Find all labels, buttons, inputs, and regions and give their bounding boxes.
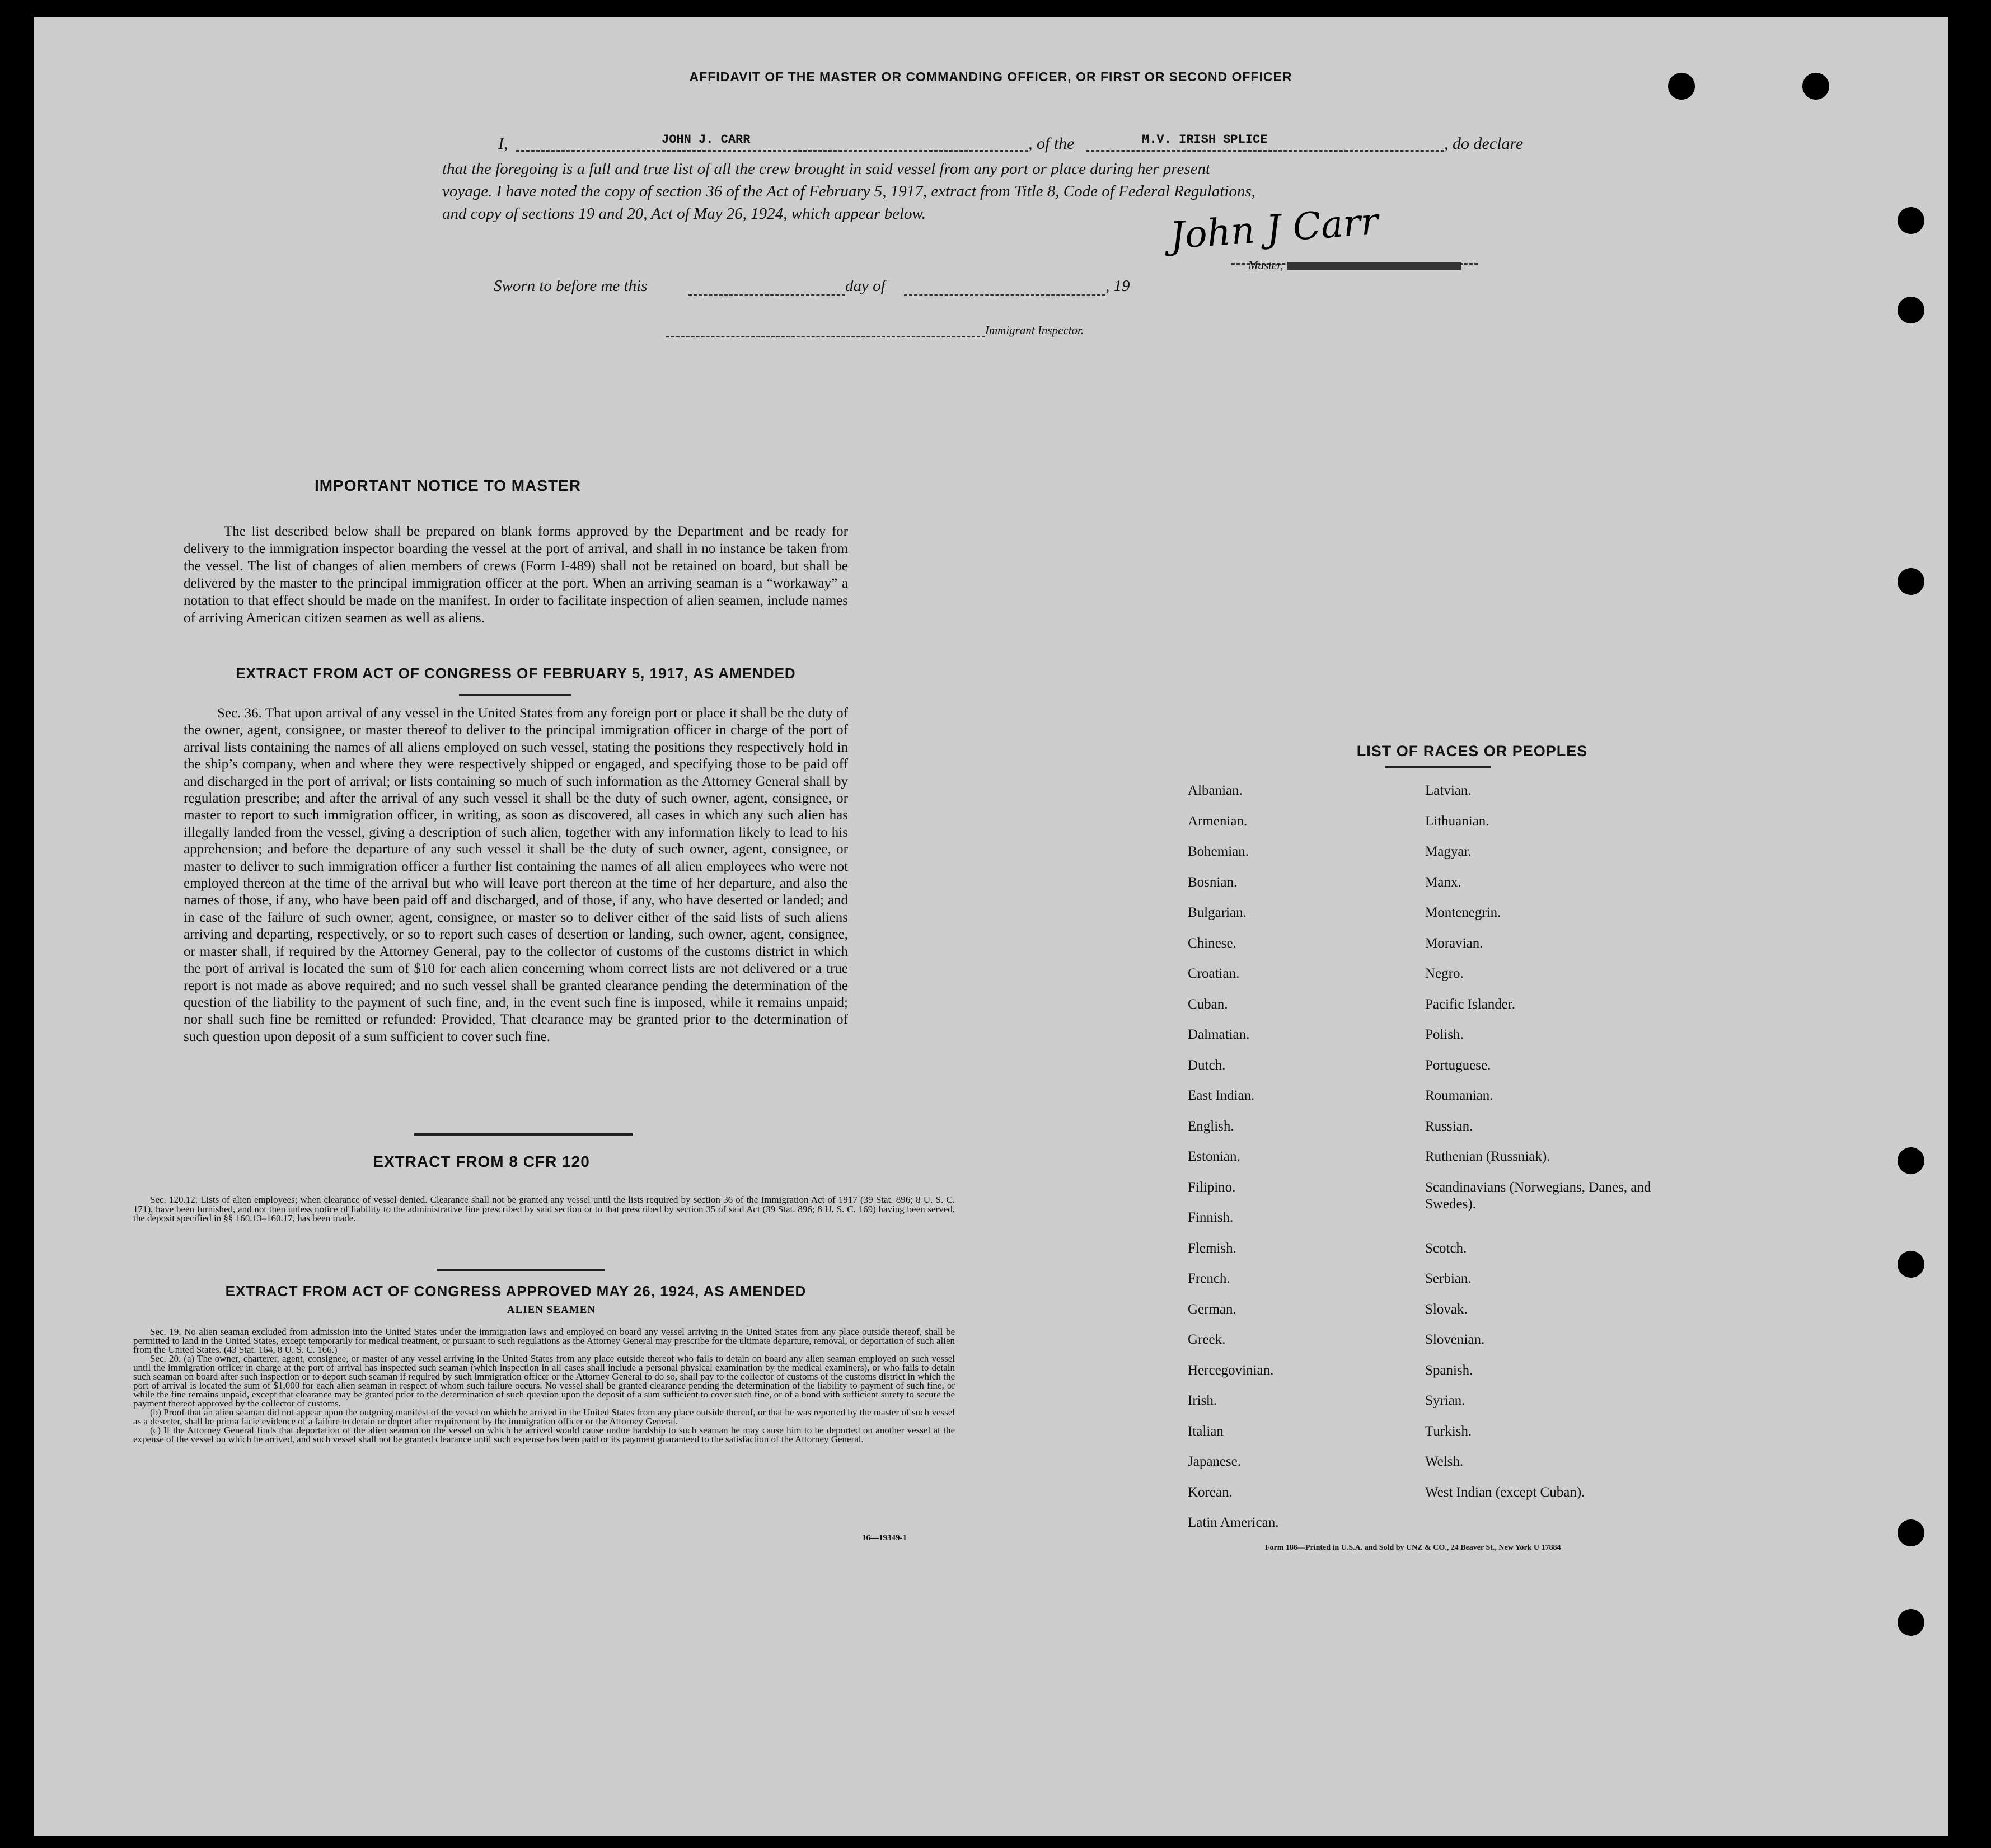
divider	[459, 694, 571, 696]
master-name: JOHN J. CARR	[662, 133, 751, 147]
race-item: Latvian.	[1425, 783, 1472, 798]
race-item: Moravian.	[1425, 935, 1483, 951]
sworn-label: Sworn to before me this	[494, 277, 648, 295]
race-item: Spanish.	[1425, 1362, 1473, 1378]
affidavit-line-2: that the foregoing is a full and true list of all the crew brought in said vessel from any port or place during her present	[442, 160, 1211, 178]
race-item: Italian	[1188, 1423, 1224, 1439]
race-item: Flemish.	[1188, 1240, 1236, 1256]
races-left-column	[1188, 782, 1378, 1545]
punch-hole	[1898, 297, 1924, 323]
punch-hole	[1898, 568, 1924, 595]
race-item: Ruthenian (Russniak).	[1425, 1149, 1550, 1164]
vessel-field	[1086, 132, 1444, 152]
divider	[1385, 766, 1491, 768]
race-item: Welsh.	[1425, 1454, 1464, 1469]
race-item: Greek.	[1188, 1332, 1226, 1347]
race-item: Negro.	[1425, 966, 1464, 981]
cfr-heading: EXTRACT FROM 8 CFR 120	[373, 1153, 590, 1170]
punch-hole	[1898, 1251, 1924, 1278]
race-item: Estonian.	[1188, 1149, 1240, 1164]
race-item: Roumanian.	[1425, 1088, 1493, 1103]
race-item: Bulgarian.	[1188, 905, 1247, 920]
race-item: Hercegovinian.	[1188, 1362, 1274, 1378]
race-item: Slovak.	[1425, 1301, 1468, 1317]
race-item: French.	[1188, 1271, 1230, 1286]
race-item: Croatian.	[1188, 966, 1240, 981]
race-item: German.	[1188, 1301, 1236, 1317]
master-signature: John J Carr	[1168, 200, 1380, 257]
do-declare-label: , do declare	[1444, 134, 1524, 153]
race-item: Dutch.	[1188, 1057, 1226, 1073]
inspector-signature-line	[666, 322, 985, 337]
punch-hole	[1898, 1147, 1924, 1174]
punch-hole	[1898, 207, 1924, 234]
extract-1917-heading: EXTRACT FROM ACT OF CONGRESS OF FEBRUARY 5, 1917, AS AMENDED	[236, 665, 796, 682]
race-item: Syrian.	[1425, 1393, 1465, 1408]
race-item: Portuguese.	[1425, 1057, 1491, 1073]
document-page	[34, 17, 1948, 1836]
master-label: Master,	[1248, 259, 1283, 272]
race-item: Irish.	[1188, 1393, 1217, 1408]
race-item: Manx.	[1425, 874, 1461, 890]
sworn-month-field	[904, 278, 1105, 296]
race-item: Armenian.	[1188, 813, 1248, 829]
day-of-label: day of	[845, 277, 886, 295]
race-item: Montenegrin.	[1425, 905, 1501, 920]
race-item: Polish.	[1425, 1027, 1464, 1042]
sworn-day-field	[688, 278, 845, 296]
race-item: Korean.	[1188, 1484, 1233, 1500]
race-item: East Indian.	[1188, 1088, 1255, 1103]
vessel-name: M.V. IRISH SPLICE	[1142, 133, 1268, 147]
sec20a-text: Sec. 20. (a) The owner, charterer, agent, consignee, or master of any vessel arriving in the United States from any place outside thereof who fails to detain on board any alien seaman employed on such vessel until the immigration officer in charge at the port of arrival has inspected such seaman (which inspection in all cases shall include a personal physical examination by the medical examiners), or who fails to detain such seaman on board after such inspection or to deport such seaman if required by such immigration officer or the Attorney General to do so, shall pay to the collector of customs of the customs district in which the port of arrival is located the sum of $1,000 for each alien seaman in respect of whom such failure occurs. No vessel shall be granted clearance pending the determination of the liability to payment of such fine, or while the fine remains unpaid, except that clearance may be granted prior to the determination of such question upon the deposit of a sum sufficient to cover such fine, or of a bond with sufficient surety to secure the payment thereof approved by the collector of customs.	[133, 1353, 955, 1409]
race-item: Latin American.	[1188, 1515, 1279, 1530]
cfr-text: Sec. 120.12. Lists of alien employees; when clearance of vessel denied. Clearance shall not be granted any vessel until the lists required by section 36 of the Immigration Act of 1917 (39 Stat. 896; 8 U. S. C. 171), have been furnished, and not then unless notice of liability to the administrative fine prescribed by said section or to that prescribed by section 35 of said Act (39 Stat. 896; 8 U. S. C. 169) having been served, the deposit specified in §§ 160.13–160.17, has been made.	[133, 1194, 955, 1223]
race-item: Russian.	[1425, 1118, 1473, 1134]
inspector-label: Immigrant Inspector.	[985, 323, 1084, 337]
race-item: Japanese.	[1188, 1454, 1242, 1469]
struck-out-title	[1287, 262, 1461, 270]
race-item: Filipino.	[1188, 1179, 1236, 1195]
race-item: Turkish.	[1425, 1423, 1472, 1439]
affidavit-line-4: and copy of sections 19 and 20, Act of May 26, 1924, which appear below.	[442, 205, 926, 223]
extract-1917-text: Sec. 36. That upon arrival of any vessel in the United States from any foreign port or place it shall be the duty of the owner, agent, consignee, or master thereof to deliver to the principal immigration officer in charge of the port of arrival lists containing the names of all aliens employed on such vessel, stating the positions they respectively hold in the ship’s company, when and where they were respectively shipped or engaged, and specifying those to be paid off and discharged in the port of arrival; or lists containing so much of such information as the Attorney General shall by regulation prescribe; and after the arrival of any such vessel it shall be the duty of such owner, agent, consignee, or master to report to such immigration officer, in writing, as soon as discovered, all cases in which any such alien has illegally landed from the vessel, giving a description of such alien, together with any information likely to lead to his apprehension; and before the departure of any such vessel it shall be the duty of such owner, agent, consignee, or master to deliver to such immigration officer a further list containing the names of all alien employees who were not employed thereon at the time of the arrival but who will leave port thereon at the time of her departure, and also the names of those, if any, who have been paid off and discharged, and of those, if any, who have deserted or landed; and in case of the failure of such owner, agent, consignee, or master so to deliver either of the said lists of such aliens arriving and departing, respectively, or so to report such cases of desertion or landing, such owner, agent, consignee, or master shall, if required by the Attorney General, pay to the collector of customs of the customs district in which the port of arrival is located the sum of $10 for each alien concerning whom correct lists are not delivered or a true report is not made as above required; and no such vessel shall be granted clearance pending the determination of the question of the liability to the payment of such fine, and, in the event such fine is imposed, while it remains unpaid; nor shall such fine be remitted or refunded: Provided, That clearance may be granted prior to the determination of such question upon deposit of a sum sufficient to cover such fine.	[184, 706, 848, 1044]
affidavit-heading: AFFIDAVIT OF THE MASTER OR COMMANDING OFFICER, OR FIRST OR SECOND OFFICER	[689, 69, 1292, 84]
race-item: Albanian.	[1188, 783, 1243, 798]
sec20b-text: (b) Proof that an alien seaman did not appear upon the outgoing manifest of the vessel on which he arrived in the United States from any place outside thereof, or that he was reported by the master of such vessel as a deserter, shall be prima facie evidence of a failure to detain or deport after requirement by the immigration officer or the Attorney General.	[133, 1407, 955, 1427]
sec19-text: Sec. 19. No alien seaman excluded from admission into the United States under the immigration laws and employed on board any vessel arriving in the United States from any place outside thereof, shall be permitted to land in the United States, except temporarily for medical treatment, or pursuant to such regulations as the Attorney General may prescribe for the ultimate departure, removal, or deportation of such alien from the United States. (43 Stat. 164, 8 U. S. C. 166.)	[133, 1326, 955, 1355]
race-item: Bohemian.	[1188, 844, 1249, 859]
race-item: Bosnian.	[1188, 874, 1238, 890]
races-heading: LIST OF RACES OR PEOPLES	[1356, 743, 1588, 759]
printer-footer: Form 186—Printed in U.S.A. and Sold by UNZ & CO., 24 Beaver St., New York U 17884	[1265, 1544, 1561, 1552]
divider	[437, 1269, 605, 1271]
of-the-label: , of the	[1028, 134, 1075, 153]
race-item: Cuban.	[1188, 996, 1228, 1012]
race-item: West Indian (except Cuban).	[1425, 1484, 1585, 1500]
name-field	[516, 132, 1028, 152]
sec20c-text: (c) If the Attorney General finds that deportation of the alien seaman on the vessel on which he arrived would cause undue hardship to such seaman he may cause him to be deported on another vessel at the expense of the vessel on which he arrived, and such vessel shall not be granted clearance until such expense has been paid or its payment guaranteed to the satisfaction of the Attorney General.	[133, 1425, 955, 1444]
punch-hole	[1898, 1519, 1924, 1546]
race-item: Scandinavians (Norwegians, Danes, and Swedes).	[1425, 1179, 1651, 1212]
punch-hole	[1802, 73, 1829, 100]
extract-1924-heading: EXTRACT FROM ACT OF CONGRESS APPROVED MAY 26, 1924, AS AMENDED	[225, 1283, 807, 1300]
race-item: Dalmatian.	[1188, 1027, 1250, 1042]
race-item: Slovenian.	[1425, 1332, 1485, 1347]
year-label: , 19	[1105, 277, 1130, 295]
affidavit-body	[442, 158, 1255, 225]
form-code: 16—19349-1	[862, 1533, 907, 1542]
race-item: Finnish.	[1188, 1210, 1234, 1225]
race-item: Lithuanian.	[1425, 813, 1489, 829]
notice-heading: IMPORTANT NOTICE TO MASTER	[314, 477, 582, 494]
race-item: Serbian.	[1425, 1271, 1472, 1286]
race-item: English.	[1188, 1118, 1234, 1134]
alien-seamen-subheading: ALIEN SEAMEN	[507, 1304, 596, 1316]
race-item: Chinese.	[1188, 935, 1236, 951]
race-item: Pacific Islander.	[1425, 996, 1516, 1012]
notice-text: The list described below shall be prepared on blank forms approved by the Department and be ready for delivery to the immigration inspector boarding the vessel at the port of arrival, and shall in no instance be taken from the vessel. The list of changes of alien members of crews (Form I-489) shall not be retained on board, but shall be delivered by the master to the principal immigration officer at the port. When an arriving seaman is a “workaway” a notation to that effect should be made on the manifest. In order to facilitate inspection of alien seamen, include names of arriving American citizen seamen as well as aliens.	[184, 524, 848, 626]
race-item: Magyar.	[1425, 844, 1472, 859]
affidavit-i-label: I,	[498, 134, 508, 153]
punch-hole	[1668, 73, 1695, 100]
extract-1924-body	[133, 1328, 955, 1444]
punch-hole	[1898, 1609, 1924, 1636]
divider	[414, 1133, 633, 1136]
race-item: Scotch.	[1425, 1240, 1467, 1256]
affidavit-line-3: voyage. I have noted the copy of section 36 of the Act of February 5, 1917, extract from Title 8, Code of Federal Regulations,	[442, 182, 1255, 200]
races-right-column	[1425, 782, 1683, 1514]
